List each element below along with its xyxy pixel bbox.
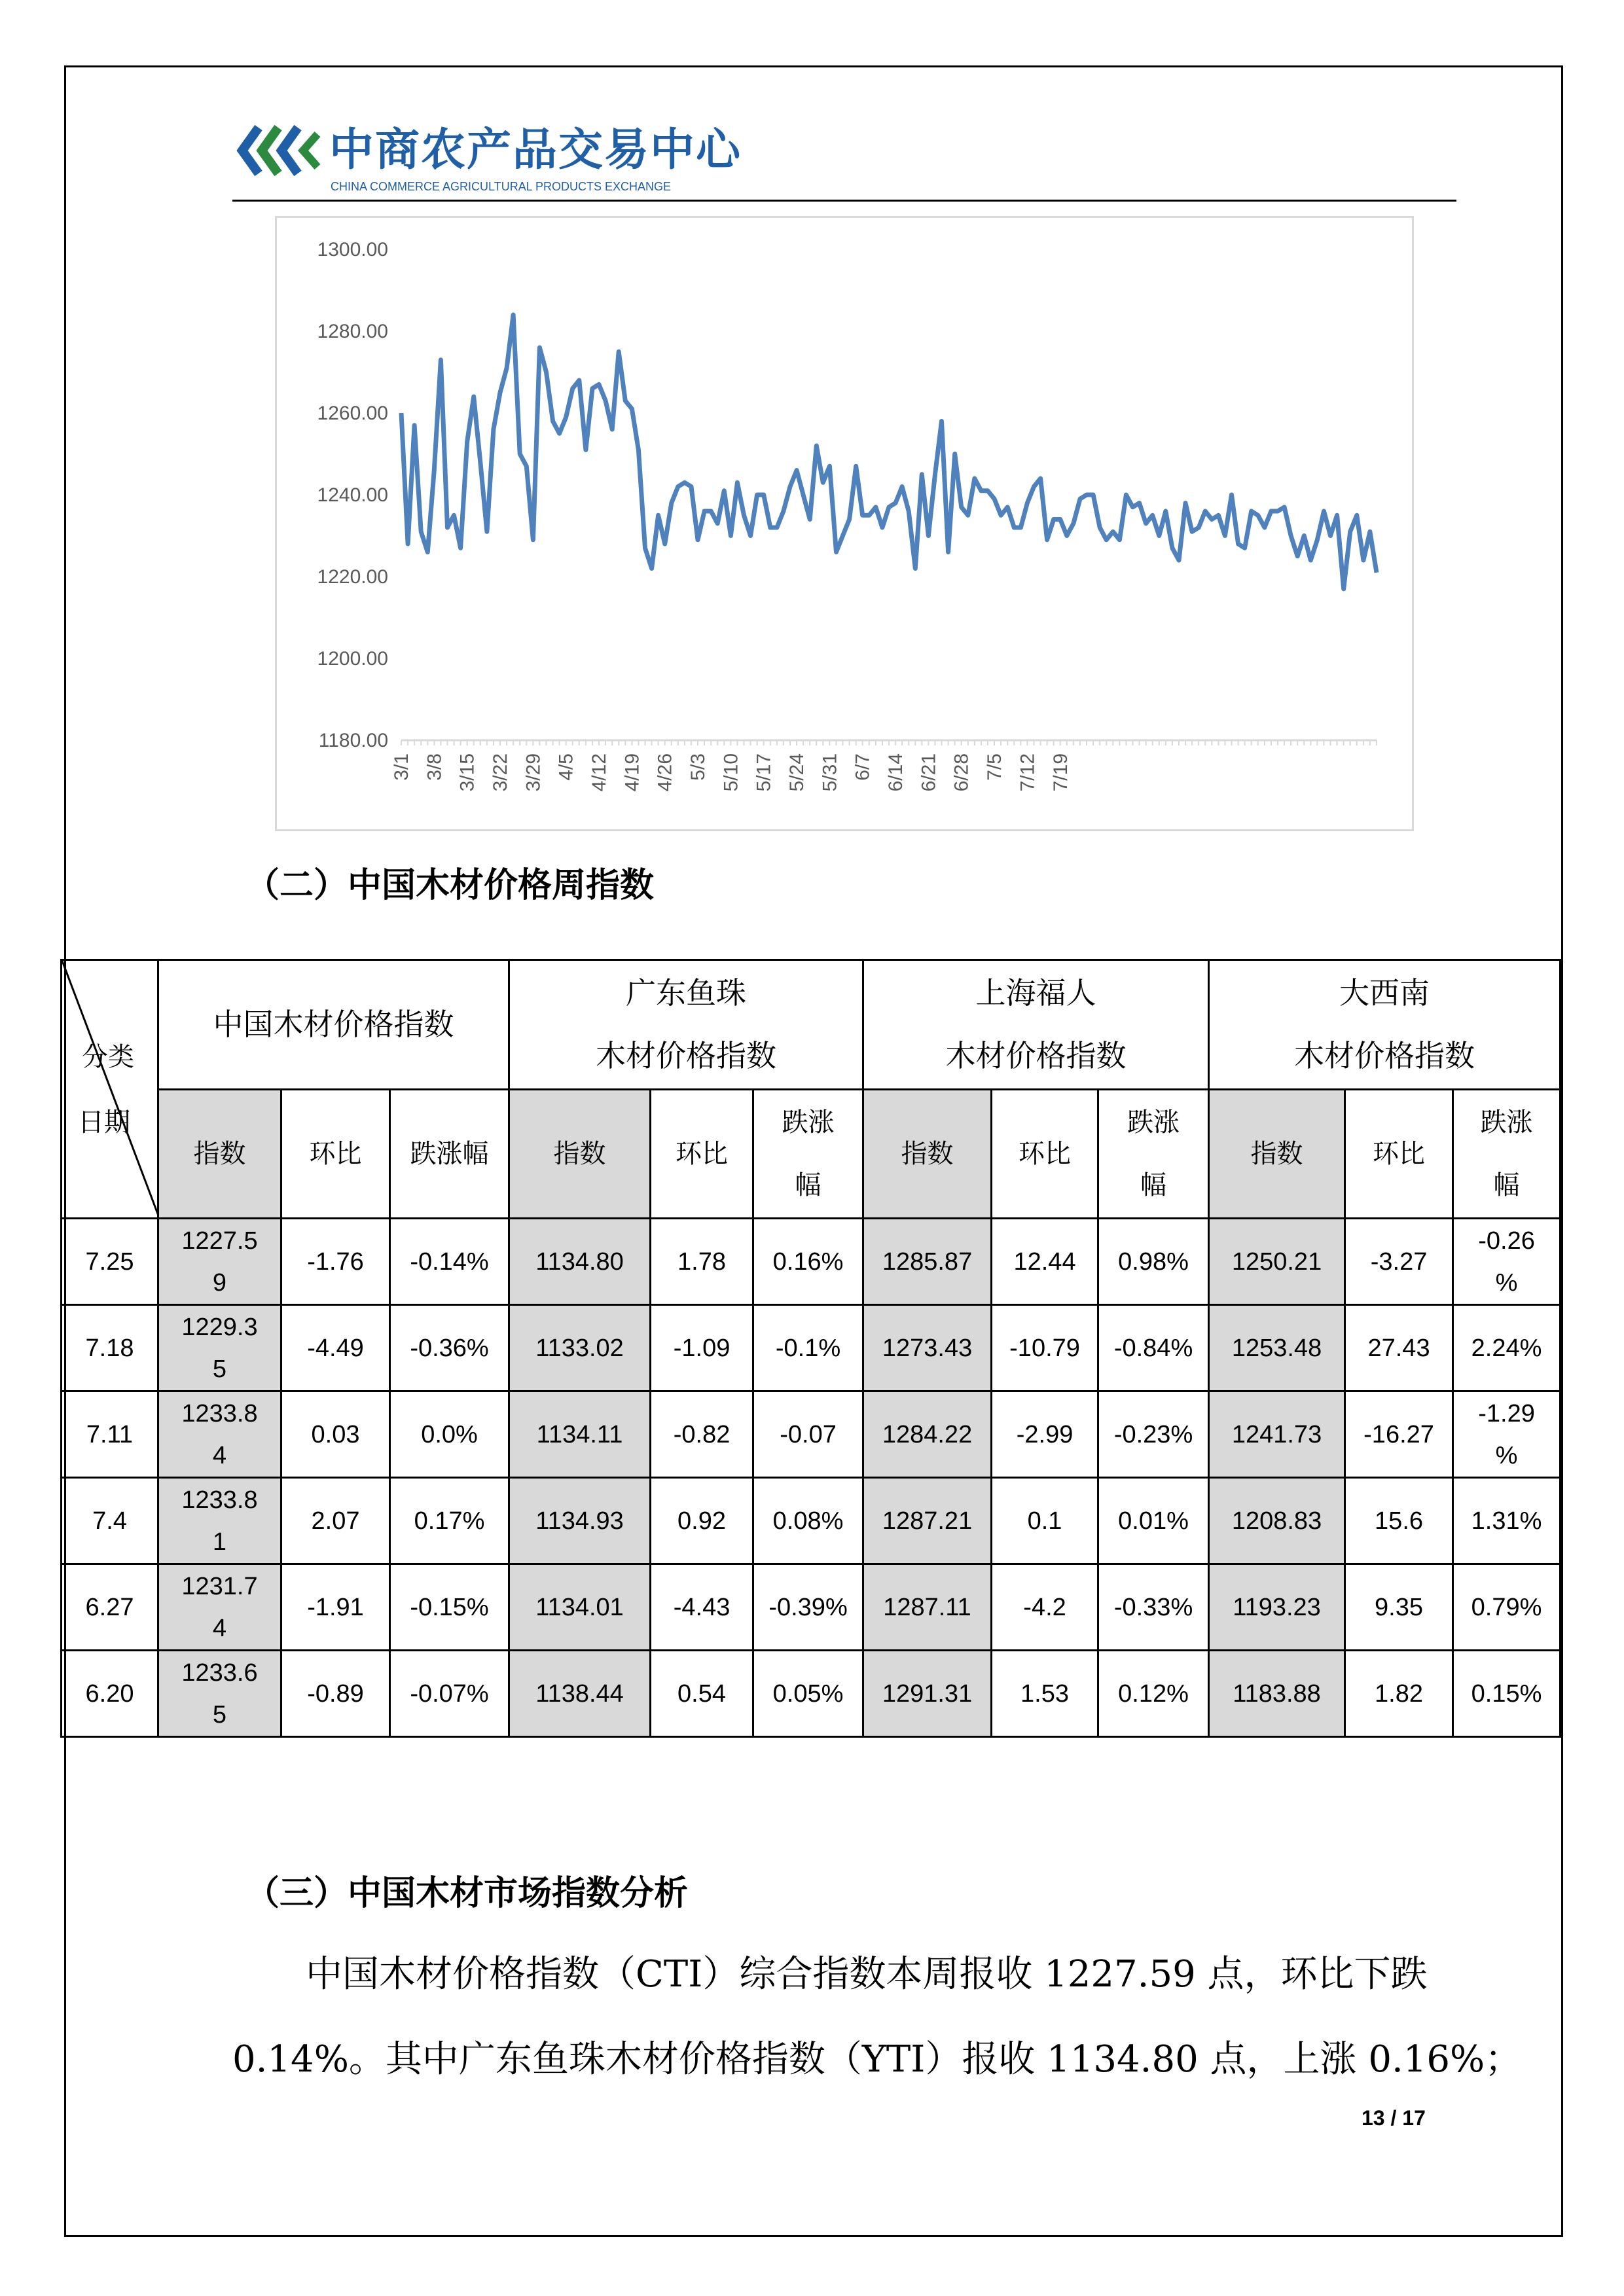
table-cell bbox=[753, 1564, 863, 1651]
table-cell bbox=[863, 1305, 992, 1391]
y-tick-label: 1240.00 bbox=[317, 484, 388, 506]
table-row bbox=[62, 1305, 1561, 1391]
x-tick-label: 5/10 bbox=[720, 753, 742, 792]
table-row bbox=[62, 1651, 1561, 1737]
table-cell-text: -0.39% bbox=[768, 1593, 848, 1621]
table-cell-text: -0.07% bbox=[410, 1679, 489, 1708]
diagonal-divider bbox=[62, 961, 158, 1217]
table-row bbox=[62, 1391, 1561, 1478]
table-row bbox=[62, 1478, 1561, 1564]
table-cell bbox=[158, 1305, 281, 1391]
corner-category-label: 分类 bbox=[82, 1042, 134, 1072]
table-cell bbox=[1345, 1564, 1453, 1651]
table-cell-text: -1.91 bbox=[307, 1593, 364, 1621]
table-cell bbox=[158, 1564, 281, 1651]
table-cell bbox=[753, 1305, 863, 1391]
column-header-text: 跌涨幅 bbox=[410, 1138, 489, 1169]
table-cell bbox=[390, 1478, 509, 1564]
column-header bbox=[509, 1089, 651, 1219]
table-cell bbox=[1209, 1651, 1345, 1737]
table-cell-text: 1229.3 bbox=[181, 1313, 258, 1341]
x-tick-label: 5/3 bbox=[687, 753, 710, 781]
company-logo-icon bbox=[232, 115, 324, 190]
company-name-cn: 中商农产品交易中心 bbox=[329, 124, 742, 176]
table-cell-text: 2.07 bbox=[311, 1507, 360, 1535]
column-header-text: 环比 bbox=[1019, 1138, 1072, 1169]
table-cell-text: -0.14% bbox=[410, 1247, 489, 1276]
page-number: 13 / 17 bbox=[1362, 2106, 1426, 2130]
column-header bbox=[390, 1089, 509, 1219]
table-cell-text: 0.54 bbox=[677, 1679, 727, 1708]
table-cell bbox=[1345, 1219, 1453, 1305]
table-cell bbox=[753, 1219, 863, 1305]
table-cell-text: 0.05% bbox=[772, 1679, 844, 1708]
y-tick-label: 1280.00 bbox=[317, 321, 388, 342]
column-header-text: 跌涨 bbox=[782, 1107, 835, 1138]
corner-date-label: 日期 bbox=[78, 1107, 130, 1138]
column-header-text: 环比 bbox=[676, 1138, 729, 1169]
table-cell bbox=[992, 1305, 1098, 1391]
table-cell bbox=[992, 1478, 1098, 1564]
row-date: 6.27 bbox=[62, 1564, 158, 1651]
table-cell bbox=[992, 1651, 1098, 1737]
column-header-text: 指数 bbox=[901, 1138, 954, 1169]
column-header bbox=[281, 1089, 390, 1219]
table-cell-text: 5 bbox=[212, 1700, 227, 1729]
table-cell bbox=[1209, 1391, 1345, 1478]
table-cell bbox=[1098, 1305, 1209, 1391]
table-row bbox=[62, 1564, 1561, 1651]
table-cell bbox=[509, 1219, 651, 1305]
table-cell-text: 1231.7 bbox=[181, 1572, 258, 1600]
table-cell bbox=[863, 1391, 992, 1478]
table-cell bbox=[651, 1391, 753, 1478]
table-cell-text: 1134.11 bbox=[536, 1420, 623, 1448]
table-cell-text: -0.07 bbox=[780, 1420, 837, 1448]
table-cell bbox=[509, 1305, 651, 1391]
table-cell bbox=[390, 1564, 509, 1651]
column-header-text: 幅 bbox=[1493, 1170, 1520, 1200]
table-cell bbox=[509, 1391, 651, 1478]
row-date: 6.20 bbox=[62, 1651, 158, 1737]
table-cell bbox=[863, 1564, 992, 1651]
table-cell-text: 1250.21 bbox=[1231, 1247, 1322, 1276]
group-header-line2: 木材价格指数 bbox=[596, 1038, 777, 1074]
table-cell-text: 0.98% bbox=[1118, 1247, 1189, 1276]
table-cell-text: 27.43 bbox=[1367, 1334, 1430, 1362]
x-tick-label: 7/5 bbox=[984, 753, 1006, 781]
x-tick-label: 3/15 bbox=[456, 753, 478, 792]
table-cell-text: 1133.02 bbox=[535, 1334, 624, 1362]
table-cell-text: % bbox=[1495, 1441, 1518, 1469]
table-cell-text: 1253.48 bbox=[1231, 1334, 1322, 1362]
x-tick-label: 4/12 bbox=[588, 753, 611, 792]
table-cell bbox=[992, 1564, 1098, 1651]
column-header bbox=[1209, 1089, 1345, 1219]
table-cell bbox=[1453, 1391, 1561, 1478]
price-line-chart bbox=[275, 216, 1414, 831]
table-cell bbox=[158, 1478, 281, 1564]
series-line bbox=[401, 315, 1377, 589]
column-header-text: 幅 bbox=[1140, 1170, 1167, 1200]
group-header-line1: 中国木材价格指数 bbox=[213, 1007, 454, 1043]
table-cell-text: -10.79 bbox=[1009, 1334, 1080, 1362]
table-cell-text: 0.01% bbox=[1118, 1507, 1189, 1535]
table-cell-text: -0.33% bbox=[1113, 1593, 1193, 1621]
table-cell bbox=[281, 1478, 390, 1564]
group-header-line1: 上海福人 bbox=[975, 975, 1096, 1011]
table-cell bbox=[281, 1305, 390, 1391]
table-cell bbox=[1345, 1391, 1453, 1478]
row-date: 7.25 bbox=[62, 1219, 158, 1305]
column-header-text: 跌涨 bbox=[1127, 1107, 1180, 1138]
table-cell-text: -0.82 bbox=[673, 1420, 731, 1448]
table-cell bbox=[1453, 1219, 1561, 1305]
x-tick-label: 4/26 bbox=[654, 753, 676, 792]
table-cell bbox=[158, 1391, 281, 1478]
table-cell-text: -0.26 bbox=[1478, 1227, 1535, 1255]
page-header bbox=[232, 115, 1456, 203]
chart-canvas bbox=[277, 218, 1412, 829]
table-cell-text: 1291.31 bbox=[882, 1679, 973, 1708]
table-cell-text: 1285.87 bbox=[882, 1247, 973, 1276]
table-cell bbox=[1453, 1478, 1561, 1564]
table-cell-text: 1287.11 bbox=[883, 1593, 971, 1621]
table-cell-text: 1284.22 bbox=[882, 1420, 973, 1448]
x-tick-label: 3/29 bbox=[522, 753, 545, 792]
table-cell-text: 0.16% bbox=[772, 1247, 844, 1276]
table-cell bbox=[1098, 1478, 1209, 1564]
table-cell-text: -16.27 bbox=[1363, 1420, 1434, 1448]
table-cell-text: 1.78 bbox=[677, 1247, 727, 1276]
table-cell-text: -1.09 bbox=[673, 1334, 731, 1362]
table-cell-text: 1.82 bbox=[1375, 1679, 1424, 1708]
table-cell bbox=[651, 1219, 753, 1305]
table-cell-text: 0.08% bbox=[772, 1507, 844, 1535]
table-cell-text: -3.27 bbox=[1370, 1247, 1428, 1276]
table-cell bbox=[509, 1564, 651, 1651]
table-cell-text: 0.17% bbox=[414, 1507, 485, 1535]
table-cell bbox=[753, 1651, 863, 1737]
table-cell-text: 1.53 bbox=[1020, 1679, 1070, 1708]
x-tick-label: 6/21 bbox=[918, 753, 940, 792]
table-cell bbox=[1453, 1305, 1561, 1391]
table-cell-text: 5 bbox=[212, 1355, 227, 1383]
table-cell bbox=[158, 1651, 281, 1737]
column-header-text: 指数 bbox=[553, 1138, 606, 1169]
table-cell bbox=[651, 1478, 753, 1564]
table-cell-text: 9.35 bbox=[1375, 1593, 1424, 1621]
column-header-text: 指数 bbox=[1250, 1138, 1303, 1169]
table-cell-text: -0.15% bbox=[410, 1593, 489, 1621]
table-cell-text: 1134.93 bbox=[535, 1507, 624, 1535]
x-tick-label: 5/17 bbox=[753, 753, 775, 792]
table-cell bbox=[651, 1651, 753, 1737]
group-header-furen bbox=[863, 960, 1209, 1090]
section-3-title: （三）中国木材市场指数分析 bbox=[245, 1874, 689, 1913]
table-cell-text: 0.79% bbox=[1471, 1593, 1542, 1621]
table-cell bbox=[1345, 1478, 1453, 1564]
table-cell bbox=[863, 1651, 992, 1737]
group-header-southwest bbox=[1209, 960, 1561, 1090]
table-cell-text: 1233.6 bbox=[181, 1659, 258, 1687]
group-header-line1: 广东鱼珠 bbox=[626, 975, 747, 1011]
table-cell-text: 0.92 bbox=[677, 1507, 727, 1535]
analysis-paragraph-line-2: 0.14%。其中广东鱼珠木材价格指数（YTI）报收 1134.80 点，上涨 0.16%； bbox=[232, 2038, 1522, 2081]
table-cell bbox=[1209, 1219, 1345, 1305]
table-cell-text: -0.23% bbox=[1113, 1420, 1193, 1448]
table-cell-text: 0.12% bbox=[1118, 1679, 1189, 1708]
y-tick-label: 1220.00 bbox=[317, 566, 388, 588]
table-cell bbox=[1209, 1564, 1345, 1651]
y-tick-label: 1300.00 bbox=[317, 239, 388, 260]
table-cell-text: 1241.73 bbox=[1231, 1420, 1322, 1448]
table-cell-text: -4.49 bbox=[307, 1334, 364, 1362]
column-header bbox=[1345, 1089, 1453, 1219]
table-cell bbox=[1098, 1564, 1209, 1651]
table-cell bbox=[863, 1219, 992, 1305]
table-cell-text: 1273.43 bbox=[882, 1334, 973, 1362]
table-cell-text: 0.1 bbox=[1027, 1507, 1062, 1535]
group-header-line2: 木材价格指数 bbox=[945, 1038, 1127, 1074]
column-header-text: 跌涨 bbox=[1480, 1107, 1533, 1138]
table-cell-text: 9 bbox=[212, 1268, 227, 1297]
x-tick-label: 3/1 bbox=[391, 753, 412, 781]
table-cell bbox=[509, 1478, 651, 1564]
column-header-text: 幅 bbox=[795, 1170, 821, 1200]
table-cell bbox=[1453, 1651, 1561, 1737]
column-header bbox=[992, 1089, 1098, 1219]
x-tick-label: 3/8 bbox=[424, 753, 446, 781]
x-tick-label: 5/24 bbox=[786, 753, 808, 792]
group-header-line1: 大西南 bbox=[1339, 975, 1430, 1011]
y-tick-label: 1260.00 bbox=[317, 403, 388, 424]
x-tick-label: 6/7 bbox=[852, 753, 874, 781]
table-cell-text: 1.31% bbox=[1471, 1507, 1542, 1535]
table-cell bbox=[281, 1651, 390, 1737]
group-header-cti bbox=[158, 960, 509, 1090]
header-divider bbox=[232, 200, 1456, 202]
x-tick-label: 7/19 bbox=[1049, 753, 1072, 792]
weekly-index-table bbox=[60, 959, 1561, 1738]
table-cell bbox=[1209, 1478, 1345, 1564]
subheader-row bbox=[62, 1089, 1561, 1219]
table-cell bbox=[390, 1219, 509, 1305]
table-cell bbox=[651, 1564, 753, 1651]
table-row bbox=[62, 1219, 1561, 1305]
x-tick-label: 6/28 bbox=[950, 753, 973, 792]
column-header bbox=[1098, 1089, 1209, 1219]
table-cell-text: 4 bbox=[212, 1441, 227, 1469]
table-cell bbox=[863, 1478, 992, 1564]
y-tick-label: 1180.00 bbox=[318, 730, 388, 751]
table-cell-text: -1.29 bbox=[1478, 1399, 1535, 1427]
table-cell bbox=[390, 1305, 509, 1391]
group-header-yuzhu bbox=[509, 960, 863, 1090]
x-tick-label: 4/19 bbox=[621, 753, 643, 792]
table-cell-text: 1138.44 bbox=[535, 1679, 624, 1708]
column-header bbox=[651, 1089, 753, 1219]
table-cell-text: % bbox=[1495, 1268, 1518, 1297]
row-date: 7.4 bbox=[62, 1478, 158, 1564]
table-cell bbox=[390, 1651, 509, 1737]
section-2-title: （二）中国木材价格周指数 bbox=[245, 866, 655, 905]
company-name-en: CHINA COMMERCE AGRICULTURAL PRODUCTS EXCHANGE bbox=[331, 180, 672, 193]
column-header-text: 环比 bbox=[1373, 1138, 1426, 1169]
x-tick-label: 7/12 bbox=[1017, 753, 1039, 792]
table-cell-text: -0.84% bbox=[1113, 1334, 1193, 1362]
table-cell bbox=[390, 1391, 509, 1478]
table-cell-text: -1.76 bbox=[307, 1247, 364, 1276]
x-tick-label: 5/31 bbox=[819, 753, 841, 792]
row-date: 7.11 bbox=[62, 1391, 158, 1478]
column-header bbox=[158, 1089, 281, 1219]
table-cell bbox=[281, 1219, 390, 1305]
row-date: 7.18 bbox=[62, 1305, 158, 1391]
table-cell-text: 1 bbox=[212, 1528, 227, 1556]
column-header bbox=[1453, 1089, 1561, 1219]
analysis-paragraph-line-1: 中国木材价格指数（CTI）综合指数本周报收 1227.59 点，环比下跌 bbox=[232, 1953, 1428, 1996]
table-cell-text: 0.03 bbox=[311, 1420, 360, 1448]
table-cell bbox=[992, 1219, 1098, 1305]
column-header bbox=[753, 1089, 863, 1219]
table-cell-text: 2.24% bbox=[1471, 1334, 1542, 1362]
table-cell bbox=[158, 1219, 281, 1305]
table-cell-text: 1233.8 bbox=[181, 1399, 258, 1427]
table-cell bbox=[1345, 1305, 1453, 1391]
column-header bbox=[863, 1089, 992, 1219]
table-cell bbox=[1209, 1305, 1345, 1391]
table-cell-text: 12.44 bbox=[1013, 1247, 1076, 1276]
table-cell-text: 1134.80 bbox=[535, 1247, 624, 1276]
table-cell bbox=[281, 1391, 390, 1478]
table-cell-text: 4 bbox=[212, 1614, 227, 1642]
x-tick-label: 6/14 bbox=[885, 753, 907, 792]
table-cell bbox=[1453, 1564, 1561, 1651]
table-cell bbox=[1098, 1391, 1209, 1478]
table-cell-text: -4.43 bbox=[673, 1593, 731, 1621]
x-tick-label: 4/5 bbox=[555, 753, 577, 781]
column-header-text: 环比 bbox=[309, 1138, 362, 1169]
x-tick-label: 3/22 bbox=[490, 753, 512, 792]
table-cell-text: 1134.01 bbox=[535, 1593, 624, 1621]
table-cell-text: 1227.5 bbox=[181, 1227, 258, 1255]
table-cell-text: 1208.83 bbox=[1231, 1507, 1322, 1535]
table-cell bbox=[753, 1391, 863, 1478]
table-cell bbox=[281, 1564, 390, 1651]
table-cell-text: 1183.88 bbox=[1233, 1679, 1321, 1708]
table-cell bbox=[753, 1478, 863, 1564]
table-cell-text: -0.89 bbox=[307, 1679, 364, 1708]
table-cell bbox=[1345, 1651, 1453, 1737]
table-cell bbox=[1098, 1651, 1209, 1737]
table-cell-text: -4.2 bbox=[1023, 1593, 1066, 1621]
table-cell bbox=[1098, 1219, 1209, 1305]
table-cell bbox=[992, 1391, 1098, 1478]
table-cell-text: -0.36% bbox=[410, 1334, 489, 1362]
table-cell-text: -0.1% bbox=[775, 1334, 841, 1362]
y-tick-label: 1200.00 bbox=[317, 648, 388, 670]
table-cell-text: 1233.8 bbox=[181, 1486, 258, 1514]
group-header-line2: 木材价格指数 bbox=[1294, 1038, 1475, 1074]
table-cell-text: 0.15% bbox=[1471, 1679, 1542, 1708]
table-cell bbox=[509, 1651, 651, 1737]
table-cell-text: 15.6 bbox=[1375, 1507, 1424, 1535]
table-cell bbox=[651, 1305, 753, 1391]
table-cell-text: 0.0% bbox=[421, 1420, 478, 1448]
table-cell-text: -2.99 bbox=[1016, 1420, 1074, 1448]
column-header-text: 指数 bbox=[193, 1138, 246, 1169]
table-cell-text: 1287.21 bbox=[882, 1507, 973, 1535]
table-cell-text: 1193.23 bbox=[1233, 1593, 1321, 1621]
table-corner-cell bbox=[62, 960, 158, 1219]
